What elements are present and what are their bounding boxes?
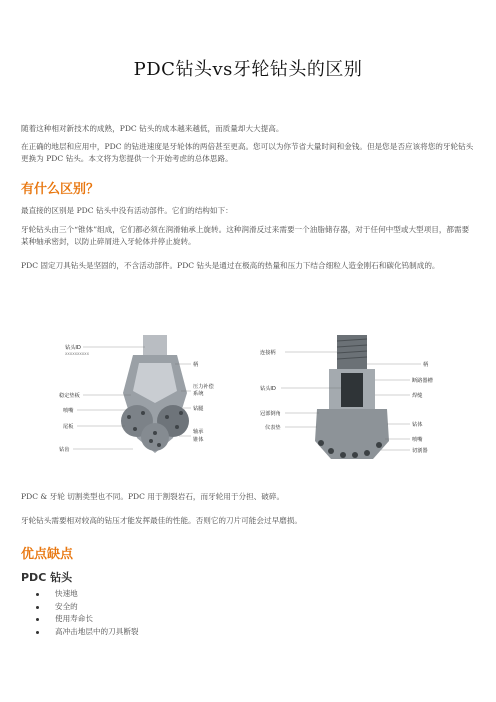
label-bit-id-left: 钻头ID	[65, 345, 81, 351]
drill-bit-comparison-figure	[55, 333, 445, 469]
after-figure-paragraph-2: 牙轮钻头需要相对较高的钻压才能发挥最佳的性能。否则它的刀片可能会过早磨损。	[21, 516, 302, 525]
label-nozzle-right: 喷嘴	[412, 437, 423, 443]
section1-paragraph-1: 最直接的区别是 PDC 钻头中没有活动部件。它们的结构如下：	[21, 206, 233, 215]
label-weld: 焊缝	[412, 393, 423, 399]
list-item: 快速地	[36, 588, 139, 601]
label-stabilizer-pad: 稳定垫板	[59, 393, 80, 399]
subheading-pdc-bit: PDC 钻头	[21, 571, 73, 584]
section-heading-differences: 有什么区别？	[21, 182, 100, 197]
intro-paragraph-1: 随着这种相对新技术的成熟，PDC 钻头的成本越来越低，而质量却大大提高。	[21, 124, 284, 133]
label-shank-left: 柄	[193, 362, 199, 368]
after-figure-paragraph-1: PDC & 牙轮 切割类型也不同。PDC 用于割裂岩石，而牙轮用于分担、破碎。	[21, 492, 285, 501]
label-system: 系统	[193, 391, 204, 397]
label-bit-body: 钻体	[412, 422, 423, 428]
label-shank-right: 柄	[423, 362, 429, 368]
label-teeth: 钻齿	[59, 447, 70, 453]
section1-paragraph-3: PDC 固定刀具钻头是坚固的，不含活动部件。PDC 钻头是通过在极高的热量和压力下结合细粒人造金刚石和碳化钨制成的。	[21, 261, 440, 270]
label-nozzle-left: 喷嘴	[63, 408, 74, 414]
label-crown-chamfer: 冠部倒角	[260, 411, 281, 417]
section1-paragraph-2: 牙轮钻头由三个“锥体”组成，它们都必须在润滑轴承上旋转。这种润滑反过来需要一个油脂储存器，对于任何中型或大型项目，都需要某种轴承密封，以防止碎屑进入牙轮体并停止旋转。	[21, 225, 470, 246]
pdc-bit-illustration	[315, 335, 389, 459]
label-gauge-pad: 仪表垫	[265, 425, 281, 431]
label-cone: 锥体	[193, 437, 204, 443]
list-item: 使用寿命长	[36, 613, 139, 626]
page-title: PDC钻头vs牙轮钻头的区别	[133, 59, 363, 80]
label-breaker-slot: 断路器槽	[412, 378, 433, 384]
label-leg: 钻腿	[193, 406, 204, 412]
section-heading-pros-cons: 优点缺点	[21, 547, 74, 562]
list-item: 高冲击地层中的刀具断裂	[36, 626, 139, 639]
intro-paragraph-2: 在正确的地层和应用中，PDC 的钻进速度是牙轮体的两倍甚至更高。您可以为你节省大量时间和金钱。但是您是否应该将您的牙轮钻头更换为 PDC 钻头。本文将为您提供一个开始考虑的总体思路。	[21, 142, 474, 163]
roller-cone-bit-illustration	[121, 335, 189, 453]
label-cutter: 切割器	[412, 448, 428, 454]
label-bit-id-right: 钻头ID	[260, 386, 276, 392]
list-item: 安全的	[36, 601, 139, 614]
label-pressure-comp: 压力补偿	[193, 384, 214, 390]
pdc-bullet-list	[36, 588, 139, 638]
label-bit-id-code: XXXXXXXXXX	[65, 352, 89, 356]
label-shirttail: 尾板	[63, 424, 74, 430]
label-bearing: 轴承	[193, 429, 204, 435]
label-connection-shank: 连接柄	[260, 350, 276, 356]
